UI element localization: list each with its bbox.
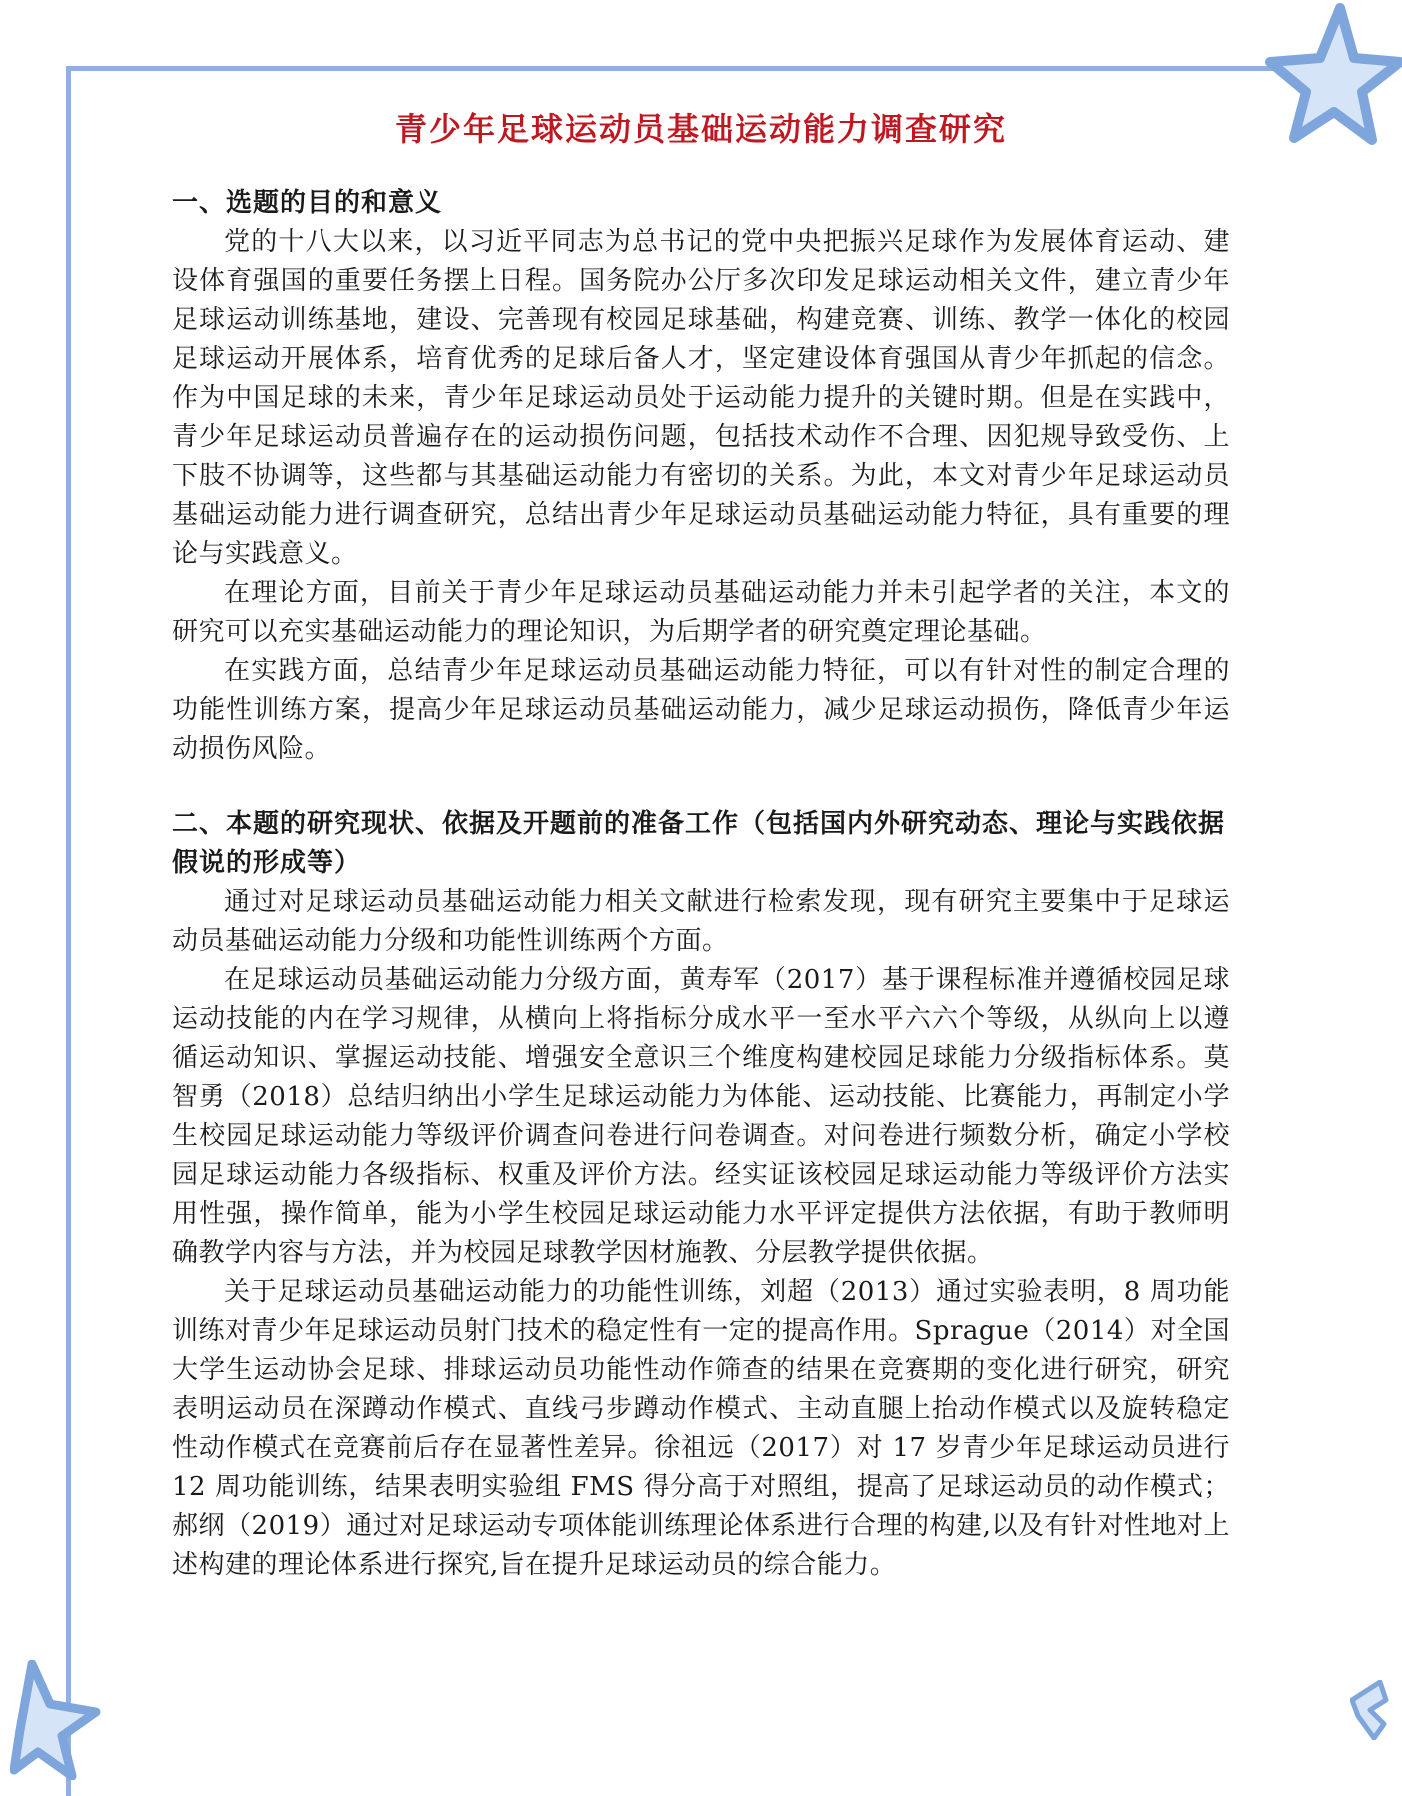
document-title: 青少年足球运动员基础运动能力调查研究 xyxy=(394,110,1007,148)
section-2-heading: 二、本题的研究现状、依据及开题前的准备工作（包括国内外研究动态、理论与实践依据假说的形成等） xyxy=(172,809,1226,878)
section-1-paragraph: 党的十八大以来，以习近平同志为总书记的党中央把振兴足球作为发展体育运动、建设体育强国的重要任务摆上日程。国务院办公厅多次印发足球运动相关文件，建立青少年足球运动训练基地，建设、完善现有校园足球基础，构建竞赛、训练、教学一体化的校园足球运动开展体系，培育优秀的足球后备人才，坚定建设体育强国从青少年抓起的信念。作为中国足球的未来，青少年足球运动员处于运动能力提升的关键时期。但是在实践中，青少年足球运动员普遍存在的运动损伤问题，包括技术动作不合理、因犯规导致受伤、上下肢不协调等，这些都与其基础运动能力有密切的关系。为此，本文对青少年足球运动员基础运动能力进行调查研究，总结出青少年足球运动员基础运动能力特征，具有重要的理论与实践意义。 xyxy=(172,227,1230,569)
section-2-paragraph: 在足球运动员基础运动能力分级方面，黄寿军（2017）基于课程标准并遵循校园足球运动技能的内在学习规律，从横向上将指标分成水平一至水平六六个等级，从纵向上以遵循运动知识、掌握运动技能、增强安全意识三个维度构建校园足球能力分级指标体系。莫智勇（2018）总结归纳出小学生足球运动能力为体能、运动技能、比赛能力，再制定小学生校园足球运动能力等级评价调查问卷进行问卷调查。对问卷进行频数分析，确定小学校园足球运动能力各级指标、权重及评价方法。经实证该校园足球运动能力等级评价方法实用性强，操作简单，能为小学生校园足球运动能力水平评定提供方法依据，有助于教师明确教学内容与方法，并为校园足球教学因材施教、分层教学提供依据。 xyxy=(172,965,1230,1268)
section-1-heading: 一、选题的目的和意义 xyxy=(172,188,443,218)
section-2-paragraph: 通过对足球运动员基础运动能力相关文献进行检索发现，现有研究主要集中于足球运动员基础运动能力分级和功能性训练两个方面。 xyxy=(172,887,1230,956)
section-1-paragraph: 在实践方面，总结青少年足球运动员基础运动能力特征，可以有针对性的制定合理的功能性训练方案，提高少年足球运动员基础运动能力，减少足球运动损伤，降低青少年运动损伤风险。 xyxy=(172,656,1230,764)
document-body xyxy=(172,94,1230,1585)
section-2-paragraph: 关于足球运动员基础运动能力的功能性训练，刘超（2013）通过实验表明，8 周功能训练对青少年足球运动员射门技术的稳定性有一定的提高作用。Sprague（2014）对全国大学生运动协会足球、排球运动员功能性动作筛查的结果在竞赛期的变化进行研究，研究表明运动员在深蹲动作模式、直线弓步蹲动作模式、主动直腿上抬动作模式以及旋转稳定性动作模式在竞赛前后存在显著性差异。徐祖远（2017）对 17 岁青少年足球运动员进行 12 周功能训练，结果表明实验组 FMS 得分高于对照组，提高了足球运动员的动作模式；郝纲（2019）通过对足球运动专项体能训练理论体系进行合理的构建,以及有针对性地对上述构建的理论体系进行探究,旨在提升足球运动员的综合能力。 xyxy=(172,1277,1230,1580)
section-spacer xyxy=(172,769,1230,805)
star-decoration-icon xyxy=(1350,1680,1390,1740)
section-1-paragraph: 在理论方面，目前关于青少年足球运动员基础运动能力并未引起学者的关注，本文的研究可以充实基础运动能力的理论知识，为后期学者的研究奠定理论基础。 xyxy=(172,578,1230,647)
